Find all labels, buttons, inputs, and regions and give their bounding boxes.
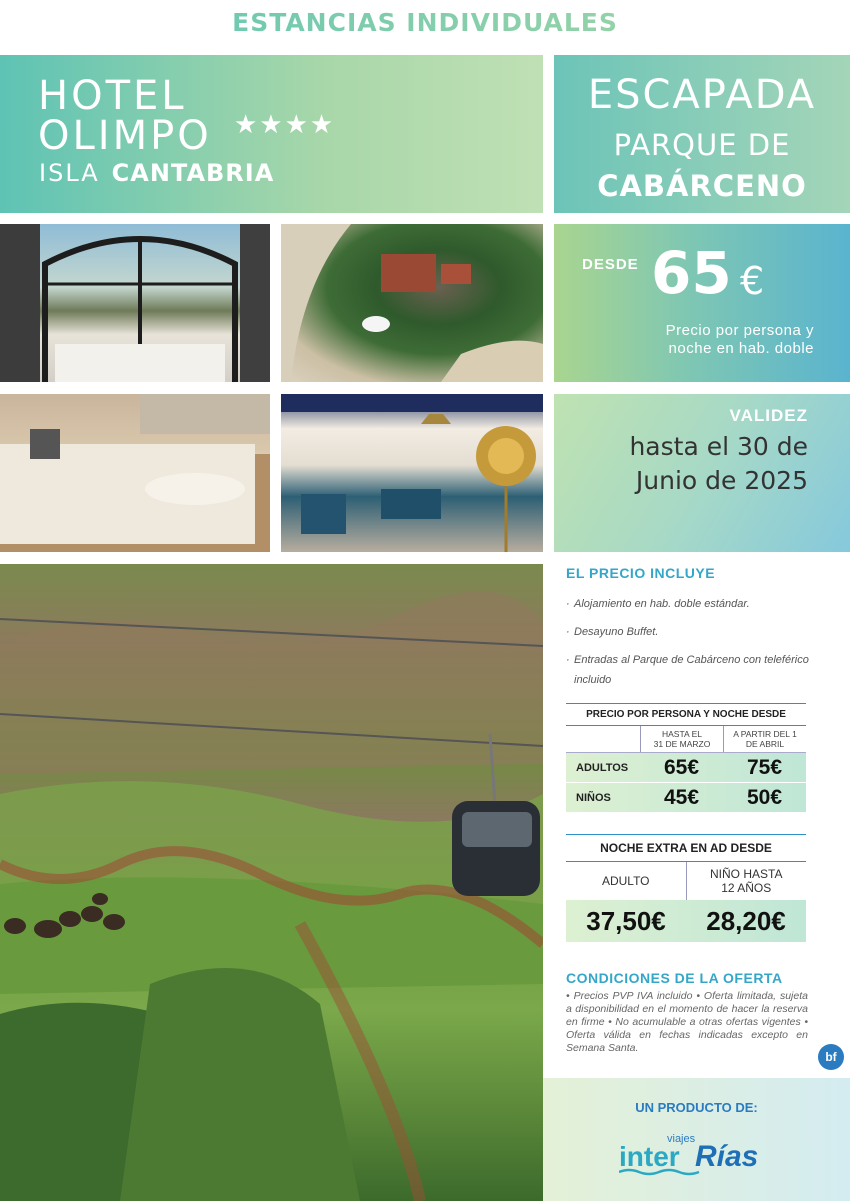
includes-list	[566, 594, 816, 698]
footer-label: UN PRODUCTO DE:	[635, 1100, 758, 1115]
bf-badge: bf	[818, 1044, 844, 1070]
location-prefix: ISLA	[39, 159, 100, 187]
header-col-march	[640, 726, 723, 752]
escapada-subtitle: PARQUE DE	[613, 128, 791, 162]
row-label: NIÑOS	[576, 791, 611, 804]
photo-cabarceno-park	[0, 564, 543, 1201]
header-col-march-line2: 31 DE MARZO	[653, 739, 711, 749]
escapada-banner	[554, 55, 850, 213]
lounge-illustration	[281, 394, 543, 552]
row-value: 45€	[663, 785, 700, 809]
restaurant-illustration	[0, 224, 270, 382]
extra-night-values	[566, 900, 806, 942]
hotel-banner	[0, 55, 543, 213]
list-item: · Alojamiento en hab. doble estándar.	[566, 594, 816, 614]
header-col-april	[723, 726, 806, 752]
validity-line2: Junio de 2025	[635, 466, 808, 495]
extra-value-adult: 37,50€	[586, 905, 666, 936]
validity-line1: hasta el 30 de	[629, 432, 808, 461]
price-prefix: DESDE	[582, 256, 639, 273]
location-region: CANTABRIA	[111, 159, 275, 187]
price-note-line2: noche en hab. doble	[668, 340, 814, 357]
page-title: ESTANCIAS INDIVIDUALES	[0, 8, 850, 37]
extra-night-headers	[566, 862, 806, 900]
row-value: 75€	[746, 755, 783, 779]
park-illustration	[0, 564, 543, 1201]
validity-box	[554, 394, 850, 552]
table-row	[566, 753, 806, 783]
validity-text	[629, 430, 808, 498]
footer-brand	[543, 1078, 850, 1201]
extra-col-adult: ADULTO	[601, 874, 650, 888]
row-value: 65€	[663, 755, 700, 779]
list-item: · Desayuno Buffet.	[566, 622, 816, 642]
price-highlight	[554, 224, 850, 382]
price-note-line1: Precio por persona y	[665, 322, 814, 339]
photo-restaurant	[0, 224, 270, 382]
price-note	[554, 322, 844, 358]
extra-value-child: 28,20€	[706, 905, 786, 936]
row-value: 50€	[746, 785, 783, 809]
price-currency: €	[740, 259, 765, 303]
row-label: ADULTOS	[576, 761, 629, 774]
hotel-name-line2: OLIMPO	[38, 113, 212, 159]
header-col-april-line2: DE ABRIL	[745, 739, 785, 749]
escapada-title: ESCAPADA	[587, 72, 817, 118]
table-row	[566, 783, 806, 813]
logo-small-text: viajes	[667, 1133, 696, 1145]
extra-col-child-line2: 12 AÑOS	[721, 881, 772, 895]
includes-heading: EL PRECIO INCLUYE	[566, 565, 716, 581]
photo-room	[0, 394, 270, 552]
price-amount: 65	[651, 239, 732, 307]
validity-label: VALIDEZ	[729, 406, 808, 425]
star-rating: ★★★★	[234, 109, 336, 139]
price-table	[566, 703, 806, 813]
aerial-illustration	[281, 224, 543, 382]
header-col-april-line1: A PARTIR DEL 1	[733, 729, 797, 739]
photo-aerial-hotel	[281, 224, 543, 382]
list-item: · Entradas al Parque de Cabárceno con teleférico incluido	[566, 650, 816, 690]
photo-lounge	[281, 394, 543, 552]
header-col-march-line1: HASTA EL	[662, 729, 702, 739]
price-table-title: PRECIO POR PERSONA Y NOCHE DESDE	[566, 703, 806, 726]
logo-right-text: Rías	[695, 1140, 759, 1173]
room-illustration	[0, 394, 270, 552]
logo-left-text: inter	[619, 1141, 680, 1172]
extra-night-table	[566, 834, 806, 942]
extra-col-child-line1: NIÑO HASTA	[710, 867, 783, 881]
conditions-heading: CONDICIONES DE LA OFERTA	[566, 970, 783, 986]
conditions-text: • Precios PVP IVA incluido • Oferta limitada, sujeta a disponibilidad en el momento de hacer la reserva en firme • No acumulable a otras ofertas vigentes • Oferta válida en fechas indicadas excepto en Semana Santa.	[566, 990, 808, 1054]
extra-night-title: NOCHE EXTRA EN AD DESDE	[566, 834, 806, 862]
hotel-location	[39, 159, 274, 187]
header-spacer	[566, 726, 640, 752]
viajes-interrias-logo	[619, 1130, 789, 1180]
price-table-headers	[566, 726, 806, 753]
escapada-place: CABÁRCENO	[597, 169, 807, 203]
hotel-name-line1: HOTEL	[38, 73, 187, 119]
extra-col-child	[686, 862, 807, 900]
